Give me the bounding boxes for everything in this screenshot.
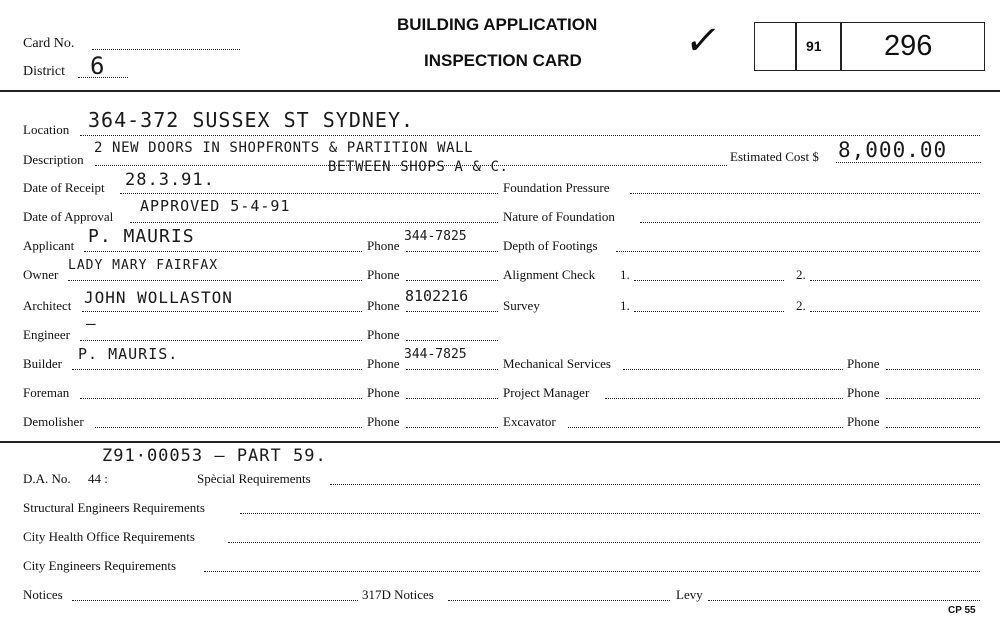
project-manager-line xyxy=(605,398,843,399)
date-approval-label: Date of Approval xyxy=(23,209,114,224)
foreman-phone-label: Phone xyxy=(367,385,400,400)
applicant-phone-line xyxy=(406,251,498,252)
mechanical-label: Mechanical Services xyxy=(503,356,611,371)
survey-num2: 2. xyxy=(796,298,806,313)
location-line xyxy=(80,135,980,136)
estimated-cost-line xyxy=(836,162,981,163)
depth-footings-line xyxy=(616,251,980,252)
card-number: 296 xyxy=(884,30,933,62)
alignment-check-label: Alignment Check xyxy=(503,267,596,282)
owner-line xyxy=(68,280,362,281)
health-label: City Health Office Requirements xyxy=(23,529,195,544)
engineer-label: Engineer xyxy=(23,327,70,342)
special-req-line xyxy=(330,484,980,485)
demolisher-phone-label: Phone xyxy=(367,414,400,429)
demolisher-phone-line xyxy=(406,427,498,428)
notices-317d-label: 317D Notices xyxy=(362,587,434,602)
excavator-phone-label: Phone xyxy=(847,414,880,429)
city-engineers-label: City Engineers Requirements xyxy=(23,558,177,573)
district-value: 6 xyxy=(90,52,106,80)
owner-label: Owner xyxy=(23,267,59,282)
foreman-phone-line xyxy=(406,398,498,399)
levy-line xyxy=(708,600,980,601)
demolisher-label: Demolisher xyxy=(23,414,84,429)
applicant-value: P. MAURIS xyxy=(88,226,195,247)
notices-line xyxy=(72,600,358,601)
demolisher-line xyxy=(95,427,362,428)
city-engineers-line xyxy=(204,571,980,572)
alignment-num2: 2. xyxy=(796,267,806,282)
date-receipt-label: Date of Receipt xyxy=(23,180,105,195)
alignment-num1: 1. xyxy=(620,267,630,282)
levy-label: Levy xyxy=(676,587,703,602)
survey-label: Survey xyxy=(503,298,540,313)
health-line xyxy=(228,542,980,543)
architect-line xyxy=(82,311,362,312)
owner-phone-line xyxy=(406,280,498,281)
architect-phone-value: 8102216 xyxy=(405,287,469,305)
description-value-2: BETWEEN SHOPS A & C. xyxy=(328,159,509,175)
engineer-phone-line xyxy=(406,340,498,341)
structural-label: Structural Engineers Requirements xyxy=(23,500,205,515)
da-no-label: D.A. No. xyxy=(23,471,71,486)
card-year: 91 xyxy=(806,38,822,54)
engineer-phone-label: Phone xyxy=(367,327,400,342)
architect-phone-label: Phone xyxy=(367,298,400,313)
engineer-line xyxy=(80,340,362,341)
excavator-line xyxy=(568,427,843,428)
card-number-box xyxy=(754,22,985,71)
applicant-phone-label: Phone xyxy=(367,238,400,253)
engineer-value: — xyxy=(86,314,97,333)
builder-phone-line xyxy=(406,369,498,370)
excavator-phone-line xyxy=(886,427,980,428)
survey-line2 xyxy=(810,311,980,312)
da-no-value: 44 : xyxy=(88,471,108,486)
mechanical-phone-line xyxy=(886,369,980,370)
builder-value: P. MAURIS. xyxy=(78,345,179,363)
mechanical-phone-label: Phone xyxy=(847,356,880,371)
project-manager-phone-line xyxy=(886,398,980,399)
nature-foundation-line xyxy=(640,222,980,223)
applicant-phone-value: 344-7825 xyxy=(404,229,467,244)
foundation-pressure-line xyxy=(630,193,980,194)
header-divider xyxy=(0,90,1000,92)
estimated-cost-value: 8,000.00 xyxy=(838,138,948,162)
section-divider xyxy=(0,441,1000,443)
district-label: District xyxy=(23,64,65,79)
foundation-pressure-label: Foundation Pressure xyxy=(503,180,610,195)
date-receipt-line xyxy=(120,193,498,194)
card-no-line xyxy=(92,49,240,50)
handwritten-reference: Z91·00053 — PART 59. xyxy=(102,446,327,466)
architect-value: JOHN WOLLASTON xyxy=(84,288,233,307)
applicant-line xyxy=(84,251,362,252)
box-divider-1 xyxy=(795,22,797,71)
description-value-1: 2 NEW DOORS IN SHOPFRONTS & PARTITION WALL xyxy=(94,140,474,156)
alignment-line1 xyxy=(634,280,784,281)
title-line2: INSPECTION CARD xyxy=(424,51,582,70)
nature-foundation-label: Nature of Foundation xyxy=(503,209,615,224)
owner-value: LADY MARY FAIRFAX xyxy=(68,258,219,273)
date-approval-value: APPROVED 5-4-91 xyxy=(140,197,291,215)
notices-317d-line xyxy=(448,600,670,601)
alignment-line2 xyxy=(810,280,980,281)
owner-phone-label: Phone xyxy=(367,267,400,282)
survey-num1: 1. xyxy=(620,298,630,313)
project-manager-label: Project Manager xyxy=(503,385,590,400)
estimated-cost-label: Estimated Cost $ xyxy=(730,149,819,164)
depth-footings-label: Depth of Footings xyxy=(503,238,598,253)
card-no-label: Card No. xyxy=(23,36,75,51)
box-divider-2 xyxy=(840,22,842,71)
notices-label: Notices xyxy=(23,587,63,602)
title-line1: BUILDING APPLICATION xyxy=(397,15,598,34)
builder-label: Builder xyxy=(23,356,62,371)
project-manager-phone-label: Phone xyxy=(847,385,880,400)
special-req-label: Spècial Requirements xyxy=(197,471,311,486)
builder-phone-value: 344-7825 xyxy=(404,347,467,362)
description-label: Description xyxy=(23,152,84,167)
architect-label: Architect xyxy=(23,298,72,313)
location-value: 364-372 SUSSEX ST SYDNEY. xyxy=(88,108,415,132)
builder-line xyxy=(72,369,362,370)
date-approval-line xyxy=(130,222,498,223)
date-receipt-value: 28.3.91. xyxy=(125,170,215,190)
form-code: CP 55 xyxy=(948,605,976,616)
foreman-line xyxy=(80,398,362,399)
mechanical-line xyxy=(623,369,843,370)
excavator-label: Excavator xyxy=(503,414,556,429)
foreman-label: Foreman xyxy=(23,385,70,400)
structural-line xyxy=(240,513,980,514)
survey-line1 xyxy=(634,311,784,312)
architect-phone-line xyxy=(406,311,498,312)
applicant-label: Applicant xyxy=(23,238,75,253)
location-label: Location xyxy=(23,122,70,137)
checkmark-icon: ✓ xyxy=(681,18,724,64)
builder-phone-label: Phone xyxy=(367,356,400,371)
